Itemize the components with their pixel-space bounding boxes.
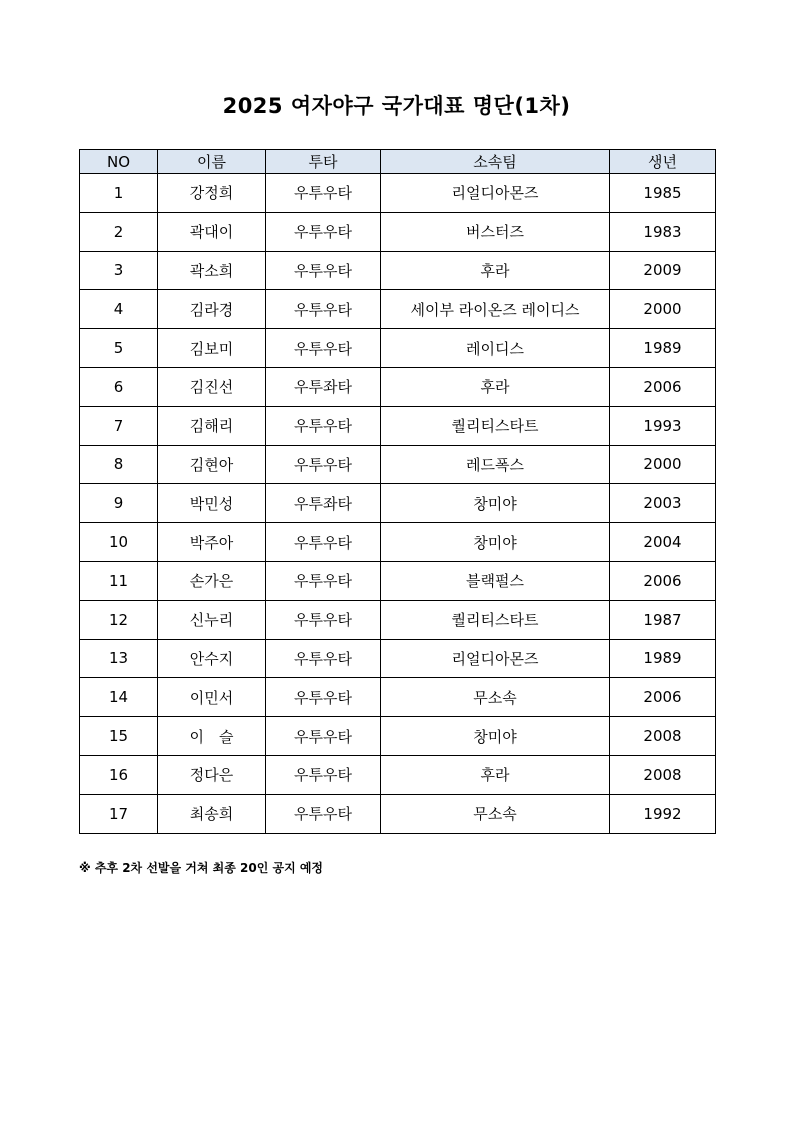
header-no: NO (80, 150, 158, 174)
cell-bat-throw: 우투좌타 (266, 484, 381, 523)
cell-no: 9 (80, 484, 158, 523)
table-row (80, 639, 716, 678)
cell-team: 무소속 (381, 794, 610, 833)
header-birth-year: 생년 (610, 150, 716, 174)
header-name: 이름 (158, 150, 266, 174)
cell-team: 무소속 (381, 678, 610, 717)
cell-name: 박주아 (158, 523, 266, 562)
cell-team: 창미야 (381, 523, 610, 562)
cell-team: 세이부 라이온즈 레이디스 (381, 290, 610, 329)
cell-no: 2 (80, 212, 158, 251)
cell-birth-year: 2006 (610, 367, 716, 406)
cell-name: 김보미 (158, 329, 266, 368)
cell-bat-throw: 우투우타 (266, 639, 381, 678)
cell-bat-throw: 우투우타 (266, 678, 381, 717)
cell-name: 김진선 (158, 367, 266, 406)
cell-bat-throw: 우투우타 (266, 523, 381, 562)
table-body (80, 174, 716, 834)
cell-no: 11 (80, 561, 158, 600)
table-row (80, 406, 716, 445)
table-row (80, 678, 716, 717)
cell-birth-year: 2009 (610, 251, 716, 290)
cell-birth-year: 1993 (610, 406, 716, 445)
cell-bat-throw: 우투우타 (266, 251, 381, 290)
cell-no: 3 (80, 251, 158, 290)
cell-no: 12 (80, 600, 158, 639)
cell-name: 손가은 (158, 561, 266, 600)
table-row (80, 523, 716, 562)
cell-bat-throw: 우투우타 (266, 290, 381, 329)
cell-team: 퀄리티스타트 (381, 600, 610, 639)
cell-birth-year: 1983 (610, 212, 716, 251)
cell-bat-throw: 우투우타 (266, 717, 381, 756)
cell-bat-throw: 우투우타 (266, 561, 381, 600)
roster-table (79, 149, 716, 834)
cell-bat-throw: 우투우타 (266, 406, 381, 445)
header-team: 소속팀 (381, 150, 610, 174)
table-row (80, 794, 716, 833)
cell-birth-year: 2008 (610, 755, 716, 794)
cell-no: 4 (80, 290, 158, 329)
cell-bat-throw: 우투우타 (266, 329, 381, 368)
table-row (80, 561, 716, 600)
cell-name: 곽대이 (158, 212, 266, 251)
cell-team: 후라 (381, 367, 610, 406)
cell-birth-year: 2006 (610, 678, 716, 717)
cell-team: 창미야 (381, 484, 610, 523)
table-row (80, 484, 716, 523)
table-row (80, 755, 716, 794)
cell-team: 후라 (381, 755, 610, 794)
cell-team: 버스터즈 (381, 212, 610, 251)
cell-name: 정다은 (158, 755, 266, 794)
cell-name: 김현아 (158, 445, 266, 484)
cell-birth-year: 1989 (610, 639, 716, 678)
cell-bat-throw: 우투우타 (266, 212, 381, 251)
cell-name: 신누리 (158, 600, 266, 639)
cell-team: 리얼디아몬즈 (381, 639, 610, 678)
table-row (80, 367, 716, 406)
cell-name: 최송희 (158, 794, 266, 833)
cell-no: 17 (80, 794, 158, 833)
cell-bat-throw: 우투우타 (266, 445, 381, 484)
table-row (80, 329, 716, 368)
cell-name: 박민성 (158, 484, 266, 523)
table-row (80, 290, 716, 329)
cell-bat-throw: 우투좌타 (266, 367, 381, 406)
cell-name: 김라경 (158, 290, 266, 329)
cell-birth-year: 2004 (610, 523, 716, 562)
cell-no: 6 (80, 367, 158, 406)
cell-name: 김해리 (158, 406, 266, 445)
cell-name: 안수지 (158, 639, 266, 678)
cell-birth-year: 2006 (610, 561, 716, 600)
footnote: ※ 추후 2차 선발을 거쳐 최종 20인 공지 예정 (79, 861, 324, 875)
cell-team: 레이디스 (381, 329, 610, 368)
table-row (80, 717, 716, 756)
table-header-row (80, 150, 716, 174)
cell-bat-throw: 우투우타 (266, 600, 381, 639)
table-row (80, 251, 716, 290)
cell-team: 레드폭스 (381, 445, 610, 484)
cell-bat-throw: 우투우타 (266, 794, 381, 833)
cell-birth-year: 1989 (610, 329, 716, 368)
cell-name: 곽소희 (158, 251, 266, 290)
cell-team: 후라 (381, 251, 610, 290)
cell-bat-throw: 우투우타 (266, 174, 381, 213)
cell-no: 7 (80, 406, 158, 445)
cell-birth-year: 2000 (610, 445, 716, 484)
cell-no: 5 (80, 329, 158, 368)
cell-name: 강정희 (158, 174, 266, 213)
cell-team: 리얼디아몬즈 (381, 174, 610, 213)
cell-bat-throw: 우투우타 (266, 755, 381, 794)
cell-no: 8 (80, 445, 158, 484)
cell-name: 이민서 (158, 678, 266, 717)
cell-no: 1 (80, 174, 158, 213)
table-row (80, 212, 716, 251)
cell-no: 13 (80, 639, 158, 678)
cell-birth-year: 2008 (610, 717, 716, 756)
cell-team: 창미야 (381, 717, 610, 756)
table-row (80, 600, 716, 639)
cell-no: 14 (80, 678, 158, 717)
cell-birth-year: 1985 (610, 174, 716, 213)
header-bat-throw: 투타 (266, 150, 381, 174)
page-title: 2025 여자야구 국가대표 명단(1차) (222, 94, 571, 118)
cell-birth-year: 2000 (610, 290, 716, 329)
cell-no: 15 (80, 717, 158, 756)
cell-team: 블랙펄스 (381, 561, 610, 600)
cell-team: 퀄리티스타트 (381, 406, 610, 445)
cell-name: 이 슬 (158, 717, 266, 756)
cell-birth-year: 1987 (610, 600, 716, 639)
cell-birth-year: 1992 (610, 794, 716, 833)
table-row (80, 445, 716, 484)
cell-birth-year: 2003 (610, 484, 716, 523)
table-row (80, 174, 716, 213)
cell-no: 10 (80, 523, 158, 562)
cell-no: 16 (80, 755, 158, 794)
